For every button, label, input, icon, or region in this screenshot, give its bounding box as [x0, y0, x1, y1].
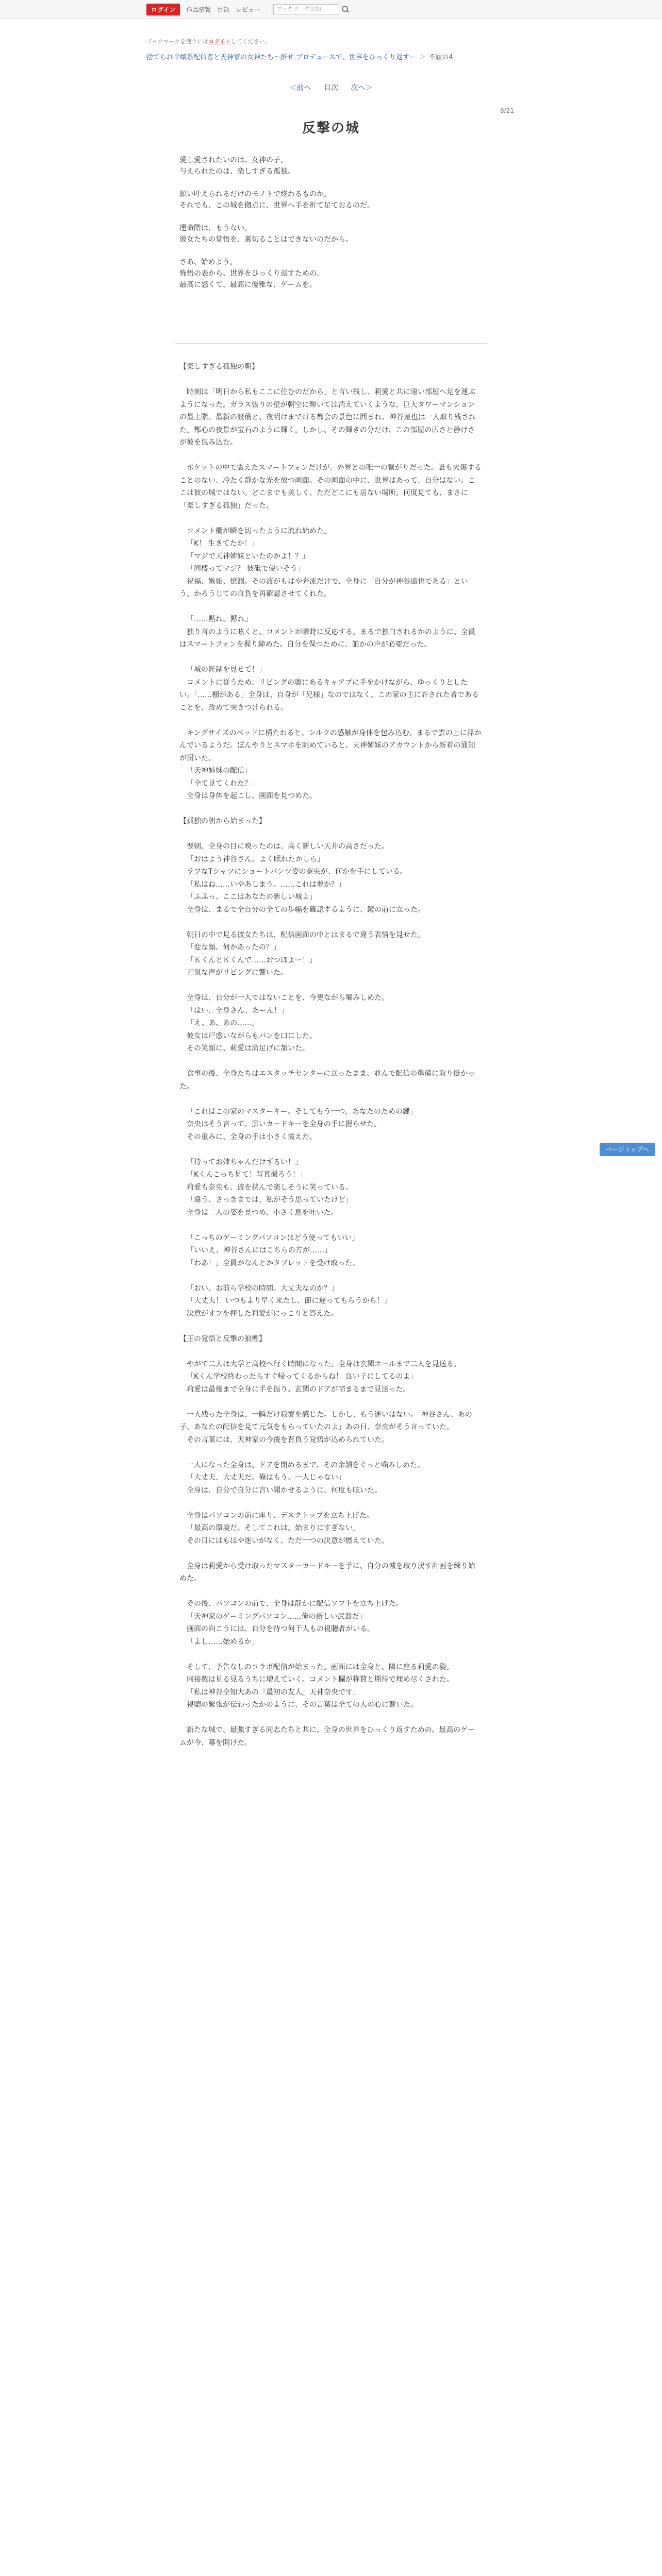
- paragraph: 全身は、まるで全自分の全ての歩幅を確認するように、鏡の前に立った。: [187, 905, 425, 914]
- blank-line: [179, 1396, 482, 1409]
- paragraph: 「私は神谷全知大あの『最初の友人』天神奈央です」: [187, 1688, 360, 1697]
- preface-line: 愛し愛されたいのは、女神の子。: [179, 156, 288, 164]
- blank-line: [179, 979, 482, 992]
- bookmark-notice-suffix: してください。: [230, 38, 271, 45]
- paragraph: 「わあ！」全員がなんとかタブレットを受け取った。: [187, 1259, 360, 1267]
- blank-line: [179, 1320, 482, 1333]
- bookmark-login-link[interactable]: ログイン: [208, 38, 231, 45]
- blank-line: [179, 1585, 482, 1598]
- paragraph: そして、予告なしのコラボ配信が始まった。画面には全身と、隣に座る莉愛の姿。: [187, 1663, 454, 1671]
- preface-divider: [175, 343, 487, 344]
- paragraph: 「おはよう神谷さん。よく眠れたかしら」: [187, 855, 324, 863]
- episode-body: [179, 361, 482, 1749]
- paragraph: 時刻は「明日から私もここに住むのだから」と言い残し、莉愛と共に遠い部屋へ足を運ぶようになった。ガラス張りの壁が朝空に輝いては消えていくような、巨大タワーマンションの最上階。最新の設備と、夜明けまで灯る都会の景色に囲まれ、神谷遠也は一人取り残された。都心の夜景が宝石のように輝く。しかし、その輝きの分だけ、この部屋の広さと静けさが彼を包み込む。: [179, 388, 476, 447]
- preface-line: 運命階は、もうない。: [179, 224, 252, 232]
- preface: [179, 155, 482, 291]
- blank-line: [179, 714, 482, 727]
- paragraph: 「Kくん学校終わったらすぐ帰ってくるからね！ 良い子にしてるのよ」: [187, 1372, 418, 1381]
- paragraph: 「違う、さっきまでは、私がそう思っていたけど」: [187, 1196, 353, 1204]
- preface-line: 彼女たちの覚悟を、裏切ることはできないのだから。: [179, 235, 353, 244]
- paragraph: 全身は二人の姿を見つめ、小さく息を吐いた。: [187, 1208, 338, 1217]
- paragraph: 奈央はそう言って、黒いカードキーを全身の手に握らせた。: [187, 1120, 382, 1128]
- bookmark-notice-prefix: ブックマークを使うには: [146, 38, 209, 45]
- preface-line: 与えられたのは、楽しすぎる孤独。: [179, 167, 295, 176]
- paragraph: 「K！ 生きてたか！」: [187, 539, 259, 548]
- paragraph: 「いいえ、神谷さんにはこちらの方が……」: [187, 1246, 332, 1255]
- breadcrumb: [146, 52, 453, 61]
- paragraph: 「全て見てくれた？」: [187, 779, 259, 788]
- preface-line: 最高に怒くて、最高に優雅な、ゲームを。: [179, 281, 317, 289]
- paragraph: 「はい、全身さん、あーん！」: [187, 1006, 288, 1015]
- paragraph: 「私はね……いやあしまう。……これは夢か？」: [187, 880, 345, 889]
- paragraph: 「よし……始めるか」: [187, 1637, 259, 1646]
- nav-link-review[interactable]: レビュー: [236, 6, 261, 13]
- paragraph: 同接数は見る見るうちに増えていく。コメント欄が称賛と期待で埋め尽くされた。: [187, 1675, 454, 1684]
- breadcrumb-separator: ＞: [419, 54, 426, 61]
- paragraph: 「おい、お前ら学校の時間。大丈夫なのか？」: [187, 1284, 338, 1293]
- paragraph: 「大丈夫、大丈夫だ。俺はもう、一人じゃない」: [187, 1473, 345, 1482]
- preface-line: それでも、この城を拠点に、世界へ手を折て足ておるのだ。: [179, 201, 374, 210]
- episode-title: 反撃の城: [302, 121, 360, 136]
- top-nav-inner: [146, 4, 350, 15]
- next-link[interactable]: 次へ＞: [351, 84, 373, 92]
- bookmark-search-input[interactable]: ブックマーク追加: [273, 4, 339, 14]
- paragraph: 決意がオフを押した莉愛がにっこりと答えた。: [187, 1309, 338, 1318]
- paragraph: ポケットの中で震えたスマートフォンだけが、外界との唯一の繋がりだった。誰も火傷することのない、冷たく静かな光を放つ画面。その画面の中に、世界はあって、自分はない。ここは彼の城ではない。どこまでも美しく、ただどこにも居ない場所。何度見ても、まさに「楽しすぎる孤独」だった。: [179, 464, 482, 510]
- blank-line: [179, 916, 482, 929]
- preface-blank-line: [179, 245, 482, 257]
- paragraph: 全身は、自分が一人ではないことを、今更ながら噛みしめた。: [187, 994, 389, 1002]
- paragraph: 全身は身体を起こし、画面を見つめた。: [187, 792, 317, 800]
- blank-line: [179, 1269, 482, 1282]
- paragraph: コメント欄が瞬を切ったように流れ始めた。: [187, 527, 331, 535]
- preface-line: 願い叶えられるだけのモノトで終わるものか。: [179, 190, 331, 198]
- preface-line: さあ、始めよう。: [179, 258, 237, 266]
- paragraph: 「最高の環境だ。そしてこれは、始まりにすぎない」: [187, 1524, 360, 1532]
- breadcrumb-chapter: 不屈の4: [428, 54, 453, 61]
- section-heading: 【孤独の朝から始まった】: [179, 817, 266, 825]
- blank-line: [179, 1711, 482, 1724]
- preface-blank-line: [179, 177, 482, 189]
- search-icon[interactable]: [340, 5, 350, 14]
- paragraph: ラフなTシャツにショートパンツ姿の奈央が、何かを手にしている。: [187, 868, 407, 876]
- paragraph: その後、パソコンの前で、全身は静かに配信ソフトを立ち上げた。: [187, 1600, 403, 1608]
- blank-line: [179, 803, 482, 816]
- blank-line: [179, 1345, 482, 1358]
- blank-line: [179, 512, 482, 525]
- blank-line: [179, 1547, 482, 1560]
- paragraph: 「ＫくんとＫくんで……おつほよー！」: [187, 956, 317, 964]
- paragraph: 「Kくんこっち見て！写真撮ろう！」: [187, 1171, 307, 1179]
- preface-line: 怖悟の表から、世界をひっくり返すための、: [179, 269, 324, 278]
- paragraph: 全身は莉愛から受け取ったマスターカードキーを手に、自分の城を取り戻す計画を練り始めた。: [179, 1562, 475, 1583]
- top-nav-bar: [0, 0, 662, 19]
- section-heading: 【王の覚悟と反撃の狼煙】: [179, 1334, 266, 1343]
- paragraph: 翌朝、全身の目に映ったのは、高く新しい天井の高さだった。: [187, 842, 389, 851]
- paragraph: 全身はパソコンの前に座り、デスクトップを立ち上げた。: [187, 1511, 374, 1520]
- paragraph: その笑顔に、莉愛は満足げに頷いた。: [187, 1044, 309, 1053]
- paragraph: 「え、あ、あの……」: [187, 1019, 259, 1027]
- paragraph: その言葉には、天神家の今後を背負う覚悟が込められていた。: [187, 1435, 389, 1444]
- paragraph: 「これはこの家のマスターキー。そしてもう一つ、あなたのための鍵」: [187, 1107, 417, 1116]
- breadcrumb-work-title[interactable]: 捨てられ令嬢系配信者と天神家の女神たち〜推せ プロデュースで、世界をひっくり返すー: [146, 54, 416, 61]
- paragraph: やがて二人は大学と高校へ行く時間になった。全身は玄関ホールまで二人を見送る。: [187, 1360, 461, 1368]
- paragraph: 食事の後、全身たちはエスタッチセンターに立ったまま、並んで配信の準備に取り掛かった。: [179, 1070, 475, 1091]
- paragraph: 「ふふっ、ここはあなたの新しい城よ」: [187, 893, 317, 901]
- paragraph: 「待ってお姉ちゃんだけずるい！」: [187, 1158, 302, 1166]
- paragraph: 全身は、自分で自分に言い聞かせるように、何度も呟いた。: [187, 1486, 382, 1495]
- paragraph: 莉愛も奈央も、彼を挟んで楽しそうに笑っている。: [187, 1183, 353, 1192]
- nav-link-work-info[interactable]: 作品情報: [186, 6, 211, 13]
- paragraph: 新たな城で、最強すぎる同志たちと共に、全身の世界をひっくり返すための、最高のゲームが今、幕を開けた。: [179, 1726, 475, 1747]
- blank-line: [179, 1093, 482, 1106]
- paragraph: コメントに従うため、リビングの奥にあるキャアプに手をかけながら、ゆっくりとしたい。「……棚がある」全身は、自身が「兄様」なのではなく、この家の主に許された者であることを、改めて突きつけられる。: [179, 678, 479, 712]
- paragraph: 彼女は戸惑いながらもパンを口にした。: [187, 1031, 317, 1040]
- blank-line: [179, 374, 482, 386]
- blank-line: [179, 449, 482, 462]
- pager-top: [0, 82, 662, 93]
- toc-link[interactable]: 目次: [324, 84, 338, 92]
- paragraph: 「……黙れ。黙れ」: [187, 615, 252, 623]
- blank-line: [179, 1219, 482, 1232]
- blank-line: [179, 1648, 482, 1661]
- paragraph: 「大丈夫！ いつもより早く来たし、節に遅ってもらうから！」: [187, 1297, 391, 1305]
- episode-counter: 8/21: [500, 107, 514, 114]
- paragraph: 視聴の緊張が伝わったかのように、その言葉は全ての人の心に響いた。: [187, 1701, 418, 1709]
- paragraph: 元気な声がリビングに響いた。: [187, 969, 288, 977]
- paragraph: 莉愛は最後まで全身に手を振り、玄関のドアが閉まるまで見送った。: [187, 1385, 410, 1394]
- paragraph: 「マジで天神姉妹といたのかよ！？」: [187, 552, 309, 561]
- page-top-button[interactable]: ページトップへ: [600, 1143, 655, 1156]
- section-heading: 【楽しすぎる孤独の朝】: [179, 363, 259, 371]
- paragraph: 「こっちのゲーミングパソコンはどう使ってもいい」: [187, 1233, 359, 1242]
- paragraph: その目にはもはや迷いがなく、ただ一つの決意が燃えていた。: [187, 1536, 389, 1545]
- login-button[interactable]: ログイン: [146, 4, 180, 15]
- paragraph: 一人残った全身は、一瞬だけ寂寥を感じた。しかし、もう迷いはない。「神谷さん、あの子、あなたの配信を見て元気をもらっていたのよ」あの日、奈央がそう言っていた。: [179, 1410, 472, 1431]
- blank-line: [179, 1497, 482, 1510]
- paragraph: 「同棲ってマジ？ 彼砥で使いそう」: [187, 565, 305, 573]
- paragraph: 「天神家のゲーミングパソコン……俺の新しい武器だ」: [187, 1612, 367, 1621]
- preface-blank-line: [179, 211, 482, 223]
- paragraph: 朝日の中で見る彼女たちは、配信画面の中とはまるで違う表情を見せた。: [187, 930, 425, 939]
- paragraph: 一人になった全身は、ドアを閉めるまで、その余韻をぐっと噛みしめた。: [187, 1461, 425, 1469]
- bookmark-notice: [146, 37, 271, 45]
- paragraph: 「城の匠制を見せて！」: [187, 666, 266, 674]
- blank-line: [179, 1446, 482, 1459]
- paragraph: 「変な顔。何かあったの？」: [187, 943, 280, 952]
- paragraph: 祝福、嫉妬、憶測。その波がもはや奔流だけで、全身に「自分が神谷遠也である」という、かろうじての自負を再確認させてくれた。: [179, 577, 468, 598]
- blank-line: [179, 1055, 482, 1068]
- blank-line: [179, 1143, 482, 1156]
- paragraph: 「天神姉妹の配信」: [187, 767, 252, 775]
- blank-line: [179, 651, 482, 664]
- blank-line: [179, 601, 482, 614]
- paragraph: 独り言のように呟くと、コメントが瞬時に反応する。まるで独白されるかのように、全員はスマートフォンを握り締めた。自分を保つために、誰かの声が必要だった。: [179, 628, 475, 649]
- blank-line: [179, 828, 482, 841]
- prev-link[interactable]: ＜前へ: [289, 84, 311, 92]
- paragraph: その重みに、全身の手は小さく震えた。: [187, 1132, 317, 1141]
- nav-link-toc[interactable]: 目次: [217, 6, 230, 13]
- paragraph: キングサイズのベッドに横たわると、シルクの感触が身体を包み込む。まるで雲の上に浮かんでいるようだ。ぼんやりとスマホを眺めていると、天神姉妹のアカウントから新着の通知が届いた。: [179, 728, 482, 762]
- paragraph: 画面の向こうには、自分を待つ何千人もの視聴者がいる。: [187, 1625, 374, 1633]
